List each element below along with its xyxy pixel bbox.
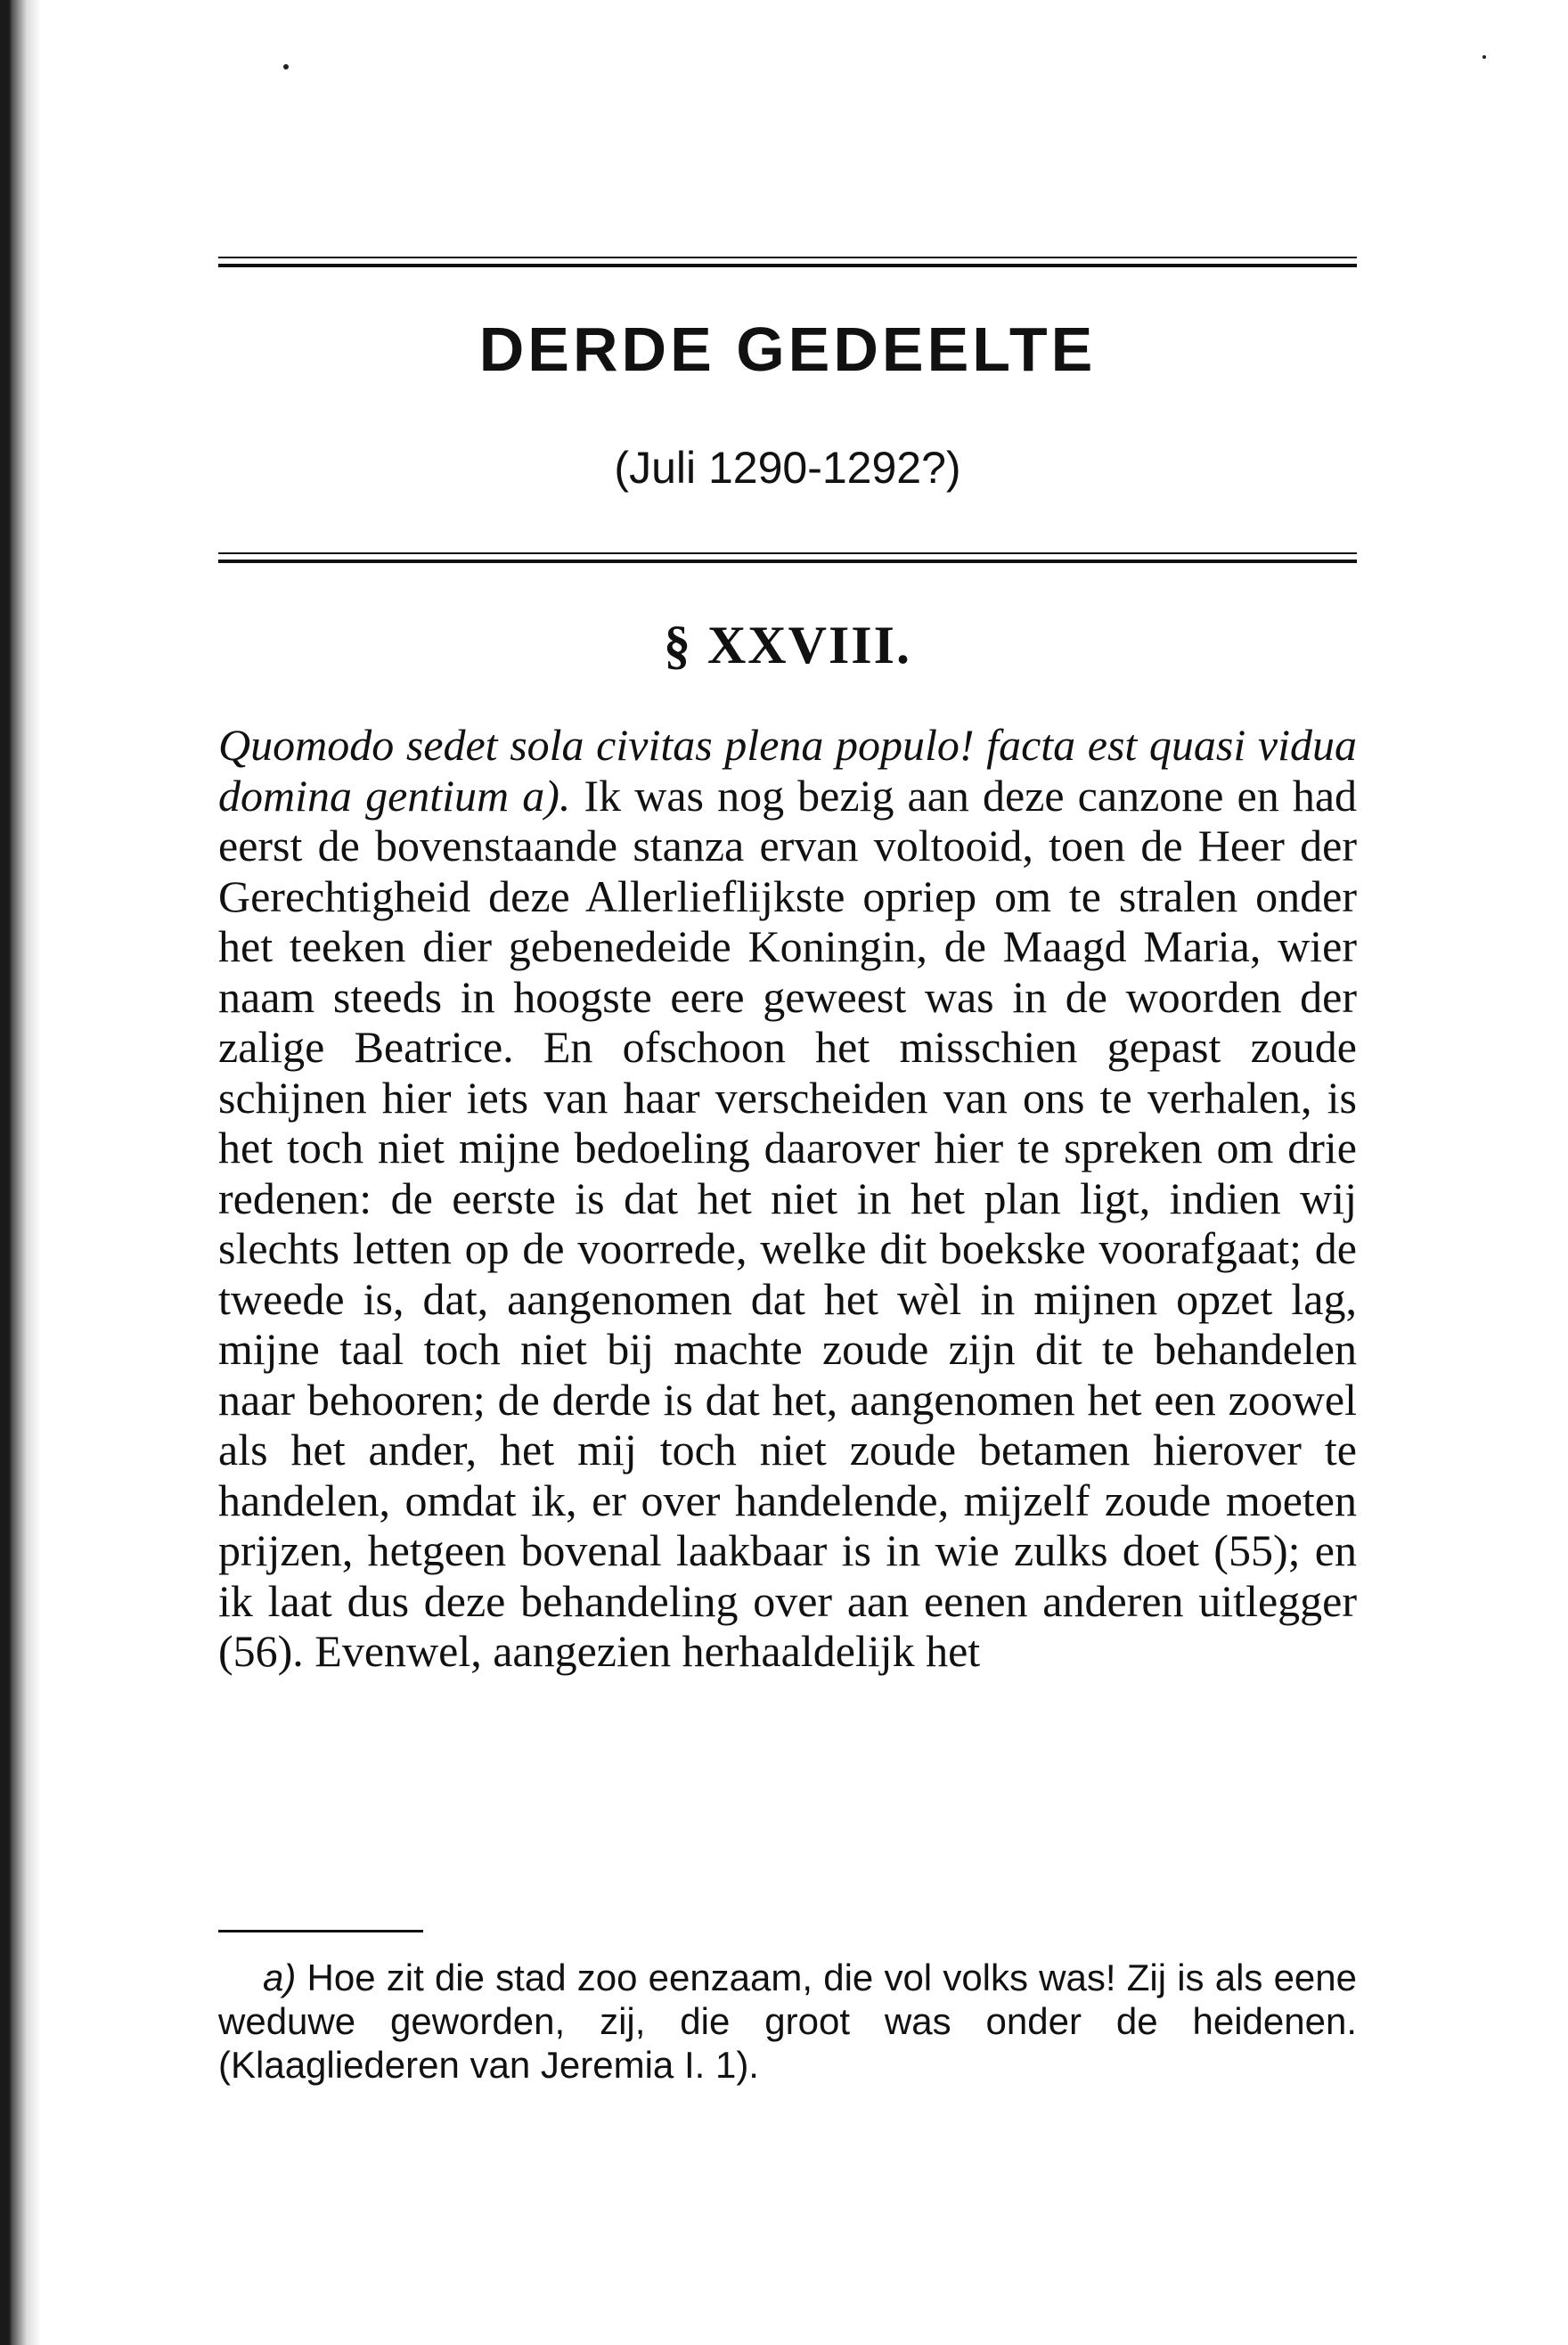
body-text: Ik was nog bezig aan deze canzone en had eerst de bovenstaande stanza ervan voltooid, toen de Heer der Gerechtigheid deze Allerlieflijkste opriep om te stralen onder het teeken dier gebenedeide Koningin, de Maagd Maria, wier naam steeds in hoogste eere geweest was in de woorden der zalige Beatrice. En ofschoon het misschien gepast zoude schijnen hier iets van haar verscheiden van ons te verhalen, is het toch niet mijne bedoeling daarover hier te spreken om drie redenen: de eerste is dat het niet in het plan ligt, indien wij slechts letten op de voorrede, welke dit boekske voorafgaat; de tweede is, dat, aangenomen dat het wèl in mijnen opzet lag, mijne taal toch niet bij machte zoude zijn dit te behandelen naar behooren; de derde is dat het, aangenomen het een zoowel als het ander, het mij toch niet zoude betamen hierover te handelen, omdat ik, er over handelende, mijzelf zoude moeten prijzen, hetgeen bovenal laakbaar is in wie zulks doet (55); en ik laat dus deze behandeling over aan eenen anderen uitlegger (56). Evenwel, aangezien herhaaldelijk het bbox=[218, 770, 1358, 1676]
footnote-marker: a) bbox=[263, 1957, 297, 1998]
footnote bbox=[218, 1956, 1357, 2087]
body-paragraph bbox=[218, 720, 1357, 1677]
footnote-text: Hoe zit die stad zoo eenzaam, die vol volks was! Zij is als eene weduwe geworden, zij, die groot was onder de heidenen. (Klaagliederen van Jeremia I. 1). bbox=[218, 1957, 1358, 2086]
part-date-range: (Juli 1290-1292?) bbox=[614, 443, 961, 493]
ink-speck bbox=[283, 64, 289, 69]
footnote-separator bbox=[218, 1930, 423, 1932]
top-double-rule bbox=[218, 257, 1357, 273]
ink-speck bbox=[1482, 55, 1486, 59]
section-number: § XXVIII. bbox=[663, 616, 912, 674]
part-title: DERDE GEDEELTE bbox=[478, 315, 1097, 384]
binding-edge bbox=[0, 0, 41, 2345]
bottom-double-rule bbox=[218, 552, 1357, 568]
latin-quote: Quomodo sedet sola civitas plena populo! facta est quasi vidua domina gentium a). bbox=[218, 720, 1357, 821]
